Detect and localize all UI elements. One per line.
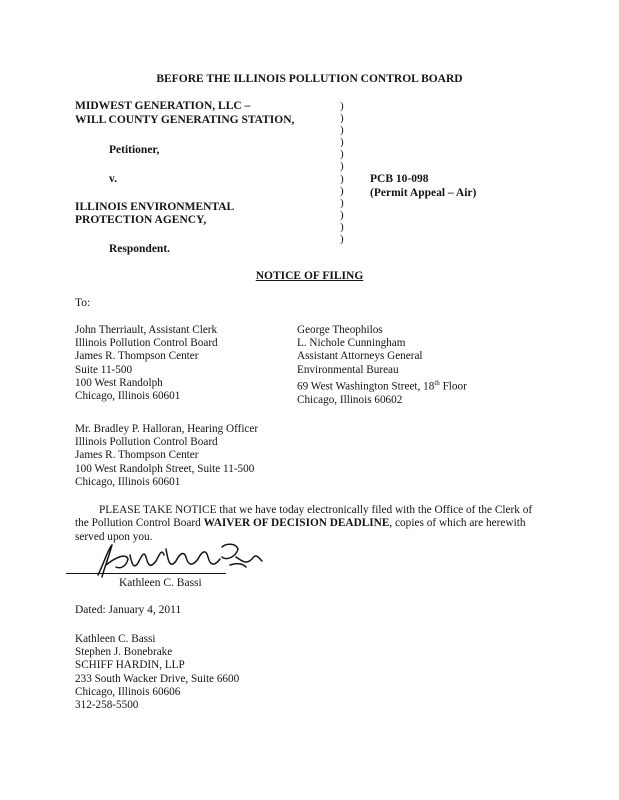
recipient-attorneys bbox=[297, 324, 467, 407]
address-line: James R. Thompson Center bbox=[75, 449, 199, 462]
caption-paren: ) bbox=[340, 208, 344, 221]
address-line: Illinois Pollution Control Board bbox=[75, 436, 218, 449]
versus-label: v. bbox=[109, 173, 117, 185]
address-line: 100 West Randolph Street, Suite 11-500 bbox=[75, 462, 255, 475]
address-line bbox=[297, 377, 467, 394]
respondent-name-line1: ILLINOIS ENVIRONMENTAL bbox=[75, 201, 235, 213]
caption-paren: ) bbox=[340, 172, 344, 185]
address-line: Suite 11-500 bbox=[75, 363, 133, 376]
signature-block-line: SCHIFF HARDIN, LLP bbox=[75, 659, 185, 672]
caption-paren: ) bbox=[340, 124, 344, 137]
notice-body-text-end: , copies of which are herewith served upon you. bbox=[75, 517, 526, 543]
signature-line bbox=[66, 573, 226, 574]
address-line: Illinois Pollution Control Board bbox=[75, 337, 218, 350]
address-line: Assistant Attorneys General bbox=[297, 350, 423, 363]
petitioner-name-line1: MIDWEST GENERATION, LLC – bbox=[75, 100, 251, 112]
floor-text: Floor bbox=[439, 380, 467, 393]
signature-block-line: Chicago, Illinois 60606 bbox=[75, 685, 181, 698]
address-line: Chicago, Illinois 60602 bbox=[297, 393, 403, 406]
caption-paren: ) bbox=[340, 184, 344, 197]
signature-block-line: 312-258-5500 bbox=[75, 699, 139, 712]
street-text: 69 West Washington Street, 18 bbox=[297, 380, 435, 393]
signature-name: Kathleen C. Bassi bbox=[119, 577, 202, 589]
address-line: Environmental Bureau bbox=[297, 363, 399, 376]
address-line: James R. Thompson Center bbox=[75, 350, 199, 363]
address-line: George Theophilos bbox=[297, 324, 383, 336]
notice-body-text: PLEASE TAKE NOTICE that we have today electronically filed with the Office of the Clerk of the Pollution Control Board bbox=[75, 504, 533, 530]
address-line: John Therriault, Assistant Clerk bbox=[75, 324, 218, 336]
signature-block bbox=[75, 633, 239, 712]
petitioner-label: Petitioner, bbox=[109, 144, 160, 156]
caption-paren: ) bbox=[340, 100, 344, 112]
caption-paren: ) bbox=[340, 112, 344, 125]
caption-paren: ) bbox=[340, 148, 344, 161]
signature-block-line: Stephen J. Bonebrake bbox=[75, 646, 173, 659]
case-type: (Permit Appeal – Air) bbox=[370, 187, 477, 199]
address-line: 100 West Randolph bbox=[75, 376, 163, 389]
recipient-clerk bbox=[75, 324, 218, 403]
notice-heading: NOTICE OF FILING bbox=[255, 270, 364, 282]
signature-block-line: Kathleen C. Bassi bbox=[75, 633, 156, 645]
document-title: WAIVER OF DECISION DEADLINE bbox=[203, 517, 390, 530]
respondent-label: Respondent. bbox=[109, 243, 171, 255]
caption-parenthesis-column bbox=[340, 100, 344, 245]
address-line: Chicago, Illinois 60601 bbox=[75, 390, 181, 403]
caption-paren: ) bbox=[340, 220, 344, 233]
petitioner-name-line2: WILL COUNTY GENERATING STATION, bbox=[75, 114, 295, 126]
signature-block-line: 233 South Wacker Drive, Suite 6600 bbox=[75, 672, 240, 685]
page-title: BEFORE THE ILLINOIS POLLUTION CONTROL BOARD bbox=[156, 73, 463, 85]
dated-line: Dated: January 4, 2011 bbox=[75, 604, 182, 616]
address-line: Chicago, Illinois 60601 bbox=[75, 475, 181, 488]
caption-paren: ) bbox=[340, 196, 344, 209]
caption-paren: ) bbox=[340, 160, 344, 173]
case-number: PCB 10-098 bbox=[370, 173, 429, 185]
recipient-hearing-officer bbox=[75, 423, 258, 489]
caption-paren: ) bbox=[340, 136, 344, 149]
superscript-th: th bbox=[434, 378, 440, 387]
respondent-name-line2: PROTECTION AGENCY, bbox=[75, 214, 207, 226]
address-line: L. Nichole Cunningham bbox=[297, 337, 406, 350]
to-label: To: bbox=[75, 297, 91, 309]
caption-paren: ) bbox=[340, 233, 344, 246]
address-line: Mr. Bradley P. Halloran, Hearing Officer bbox=[75, 423, 259, 435]
